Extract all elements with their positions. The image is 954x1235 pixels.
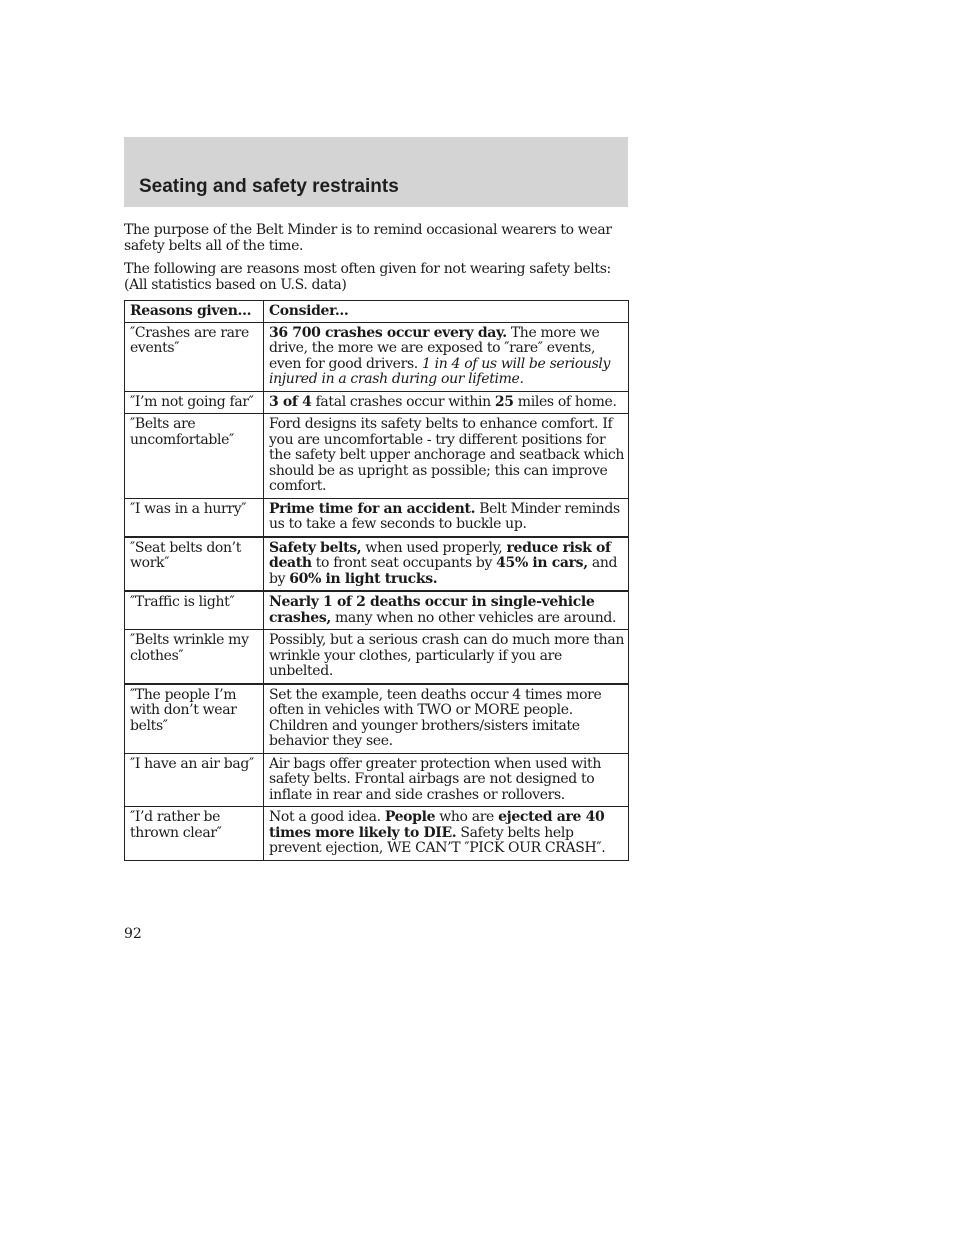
table-row — [125, 537, 629, 592]
consider-text-segment: Prime time for an accident. — [269, 500, 476, 517]
table-row — [125, 684, 629, 754]
reason-cell: ″Traffic is light″ — [125, 591, 264, 630]
reason-cell: ″Crashes are rare events″ — [125, 322, 264, 391]
table-row — [125, 753, 629, 807]
consider-text-segment: ejected are 40 times more likely to DIE. — [269, 809, 605, 841]
consider-cell — [264, 591, 629, 630]
consider-text-segment: Ford designs its safety belts to enhance comfort. If you are uncomfortable - try different positions for the safety belt upper anchorage and seatback which should be as upright as possible; this can improve comfort. — [269, 416, 625, 494]
reason-cell: ″Seat belts don’t work″ — [125, 537, 264, 592]
consider-text-segment: 60% in light trucks. — [289, 570, 438, 587]
consider-text-segment: reduce risk of death — [269, 539, 611, 571]
table-row — [125, 630, 629, 684]
table-row — [125, 322, 629, 391]
consider-cell — [264, 753, 629, 807]
consider-text-segment: and by — [269, 555, 618, 587]
reasons-table — [124, 300, 629, 861]
section-title: Seating and safety restraints — [139, 176, 399, 197]
consider-text-segment: Set the example, teen deaths occur 4 times more often in vehicles with TWO or MORE people. Children and younger brothers/sisters imitate behavior they see. — [269, 686, 602, 749]
intro-paragraph-belt-minder: The purpose of the Belt Minder is to remind occasional wearers to wear safety belts all of the time. — [124, 222, 612, 254]
consider-cell — [264, 684, 629, 754]
page-number: 92 — [124, 926, 142, 942]
consider-cell — [264, 537, 629, 592]
column-header-consider: Consider... — [264, 301, 629, 323]
consider-cell — [264, 630, 629, 684]
consider-text-segment: Safety belts help prevent ejection, WE CAN’T ″PICK OUR CRASH″. — [269, 824, 606, 856]
consider-text-segment: when used properly, — [361, 539, 507, 556]
reason-cell: ″I’d rather be thrown clear″ — [125, 807, 264, 861]
consider-text-segment: 3 of 4 — [269, 393, 312, 410]
column-header-reasons: Reasons given... — [125, 301, 264, 323]
section-header-band — [124, 137, 628, 207]
table-row — [125, 807, 629, 861]
reason-cell: ″I’m not going far″ — [125, 391, 264, 414]
reason-cell: ″Belts wrinkle my clothes″ — [125, 630, 264, 684]
consider-text-segment: 36 700 crashes occur every day. — [269, 324, 507, 341]
intro-paragraph-reasons: The following are reasons most often given for not wearing safety belts: (All statistics based on U.S. data) — [124, 261, 611, 293]
consider-cell — [264, 498, 629, 537]
consider-text-segment: Air bags offer greater protection when used with safety belts. Frontal airbags are not designed to inflate in rear and side crashes or rollovers. — [269, 755, 601, 803]
consider-text-segment: who are — [435, 809, 499, 825]
consider-text-segment: People — [384, 809, 436, 825]
consider-cell — [264, 322, 629, 391]
consider-text-segment: fatal crashes occur within — [311, 393, 495, 410]
consider-text-segment: Belt Minder reminds us to take a few seconds to buckle up. — [269, 500, 620, 532]
reasons-table-body — [125, 322, 629, 860]
consider-text-segment: 1 in 4 of us will be seriously injured in a crash during our lifetime. — [269, 355, 611, 387]
consider-text-segment: Nearly 1 of 2 deaths occur in single-vehicle crashes, — [269, 594, 595, 626]
consider-text-segment: to front seat occupants by — [311, 555, 497, 571]
table-row — [125, 391, 629, 414]
consider-cell — [264, 807, 629, 861]
consider-text-segment: The more we drive, the more we are exposed to ″rare″ events, even for good drivers. — [269, 324, 600, 372]
table-row — [125, 498, 629, 537]
reason-cell: ″The people I’m with don’t wear belts″ — [125, 684, 264, 754]
consider-text-segment: Safety belts, — [269, 539, 362, 556]
reason-cell: ″I was in a hurry″ — [125, 498, 264, 537]
consider-text-segment: miles of home. — [513, 393, 617, 410]
consider-cell — [264, 391, 629, 414]
consider-text-segment: Not a good idea. — [269, 809, 385, 825]
consider-cell — [264, 414, 629, 499]
consider-text-segment: 45% in cars, — [496, 555, 588, 571]
table-row — [125, 414, 629, 499]
consider-text-segment: Possibly, but a serious crash can do much more than wrinkle your clothes, particularly if you are unbelted. — [269, 632, 625, 679]
consider-text-segment: 25 — [494, 393, 514, 410]
reason-cell: ″Belts are uncomfortable″ — [125, 414, 264, 499]
table-header-row — [125, 301, 629, 323]
table-row — [125, 591, 629, 630]
consider-text-segment: many when no other vehicles are around. — [330, 609, 617, 626]
reason-cell: ″I have an air bag″ — [125, 753, 264, 807]
